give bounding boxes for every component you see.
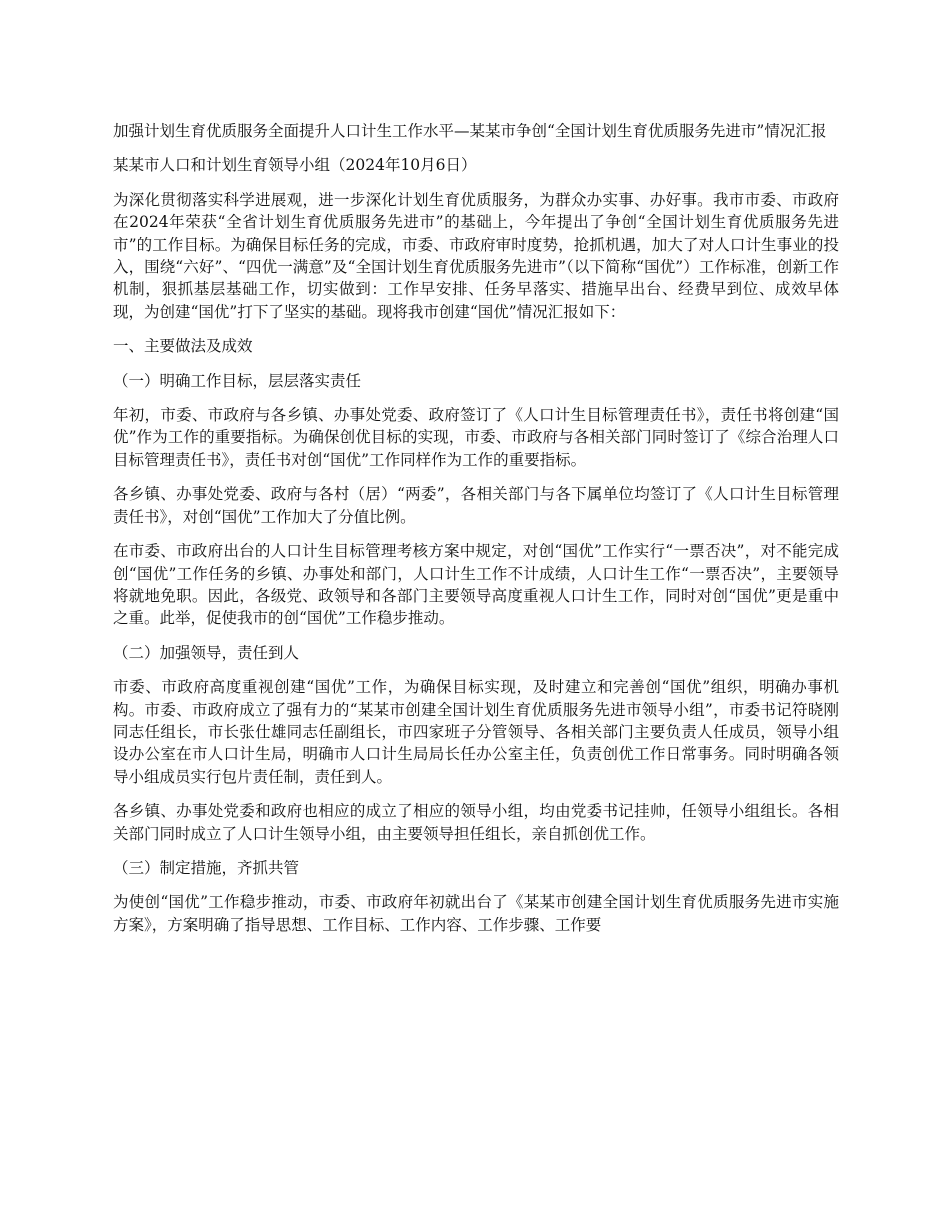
paragraph: 为使创“国优”工作稳步推动，市委、市政府年初就出台了《某某市创建全国计划生育优质服务先进市实施方案》，方案明确了指导思想、工作目标、工作内容、工作步骤、工作要 <box>113 893 839 934</box>
paragraph: 市委、市政府高度重视创建“国优”工作，为确保目标实现，及时建立和完善创“国优”组织，明确办事机构。市委、市政府成立了强有力的“某某市创建全国计划生育优质服务先进市领导小组”，市委书记符晓刚同志任组长，市长张仕雄同志任副组长，市四家班子分管领导、各相关部门主要负责人任成员，领导小组设办公室在市人口计生局，明确市人口计生局局长任办公室主任，负责创优工作日常事务。同时明确各领导小组成员实行包片责任制，责任到人。 <box>113 678 839 786</box>
document-body <box>113 120 839 948</box>
paragraph-intro: 为深化贯彻落实科学进展观，进一步深化计划生育优质服务，为群众办实事、办好事。我市市委、市政府在2024年荣获“全省计划生育优质服务先进市”的基础上，今年提出了争创“全国计划生育优质服务先进市”的工作目标。为确保目标任务的完成，市委、市政府审时度势，抢抓机遇，加大了对人口计生事业的投入，围绕“六好”、“四优一满意”及“全国计划生育优质服务先进市”（以下简称“国优”）工作标准，创新工作机制，狠抓基层基础工作，切实做到：工作早安排、任务早落实、措施早出台、经费早到位、成效早体现，为创建“国优”打下了坚实的基础。现将我市创建“国优”情况汇报如下： <box>113 190 839 321</box>
subsection-heading: （二）加强领导，责任到人 <box>113 643 300 662</box>
subsection-heading: （三）制定措施，齐抓共管 <box>113 858 300 877</box>
document-title: 加强计划生育优质服务全面提升人口计生工作水平—某某市争创“全国计划生育优质服务先进市”情况汇报 <box>113 122 827 140</box>
subsection-heading: （一）明确工作目标，层层落实责任 <box>113 371 362 390</box>
paragraph: 在市委、市政府出台的人口计生目标管理考核方案中规定，对创“国优”工作实行“一票否决”，对不能完成创“国优”工作任务的乡镇、办事处和部门，人口计生工作不计成绩，人口计生工作“一票否决”，主要领导将就地免职。因此，各级党、政领导和各部门主要领导高度重视人口计生工作，同时对创“国优”更是重中之重。此举，促使我市的创“国优”工作稳步推动。 <box>113 542 839 628</box>
paragraph: 各乡镇、办事处党委、政府与各村（居）“两委”，各相关部门与各下属单位均签订了《人口计生目标管理责任书》，对创“国优”工作加大了分值比例。 <box>113 485 839 526</box>
paragraph: 年初，市委、市政府与各乡镇、办事处党委、政府签订了《人口计生目标管理责任书》，责任书将创建“国优”作为工作的重要指标。为确保创优目标的实现，市委、市政府与各相关部门同时签订了《综合治理人口目标管理责任书》，责任书对创“国优”工作同样作为工作的重要指标。 <box>113 406 839 469</box>
document-byline: 某某市人口和计划生育领导小组（2024年10月6日） <box>113 156 477 175</box>
section-heading: 一、主要做法及成效 <box>113 337 253 356</box>
paragraph: 各乡镇、办事处党委和政府也相应的成立了相应的领导小组，均由党委书记挂帅，任领导小组组长。各相关部门同时成立了人口计生领导小组，由主要领导担任组长，亲自抓创优工作。 <box>113 802 839 843</box>
